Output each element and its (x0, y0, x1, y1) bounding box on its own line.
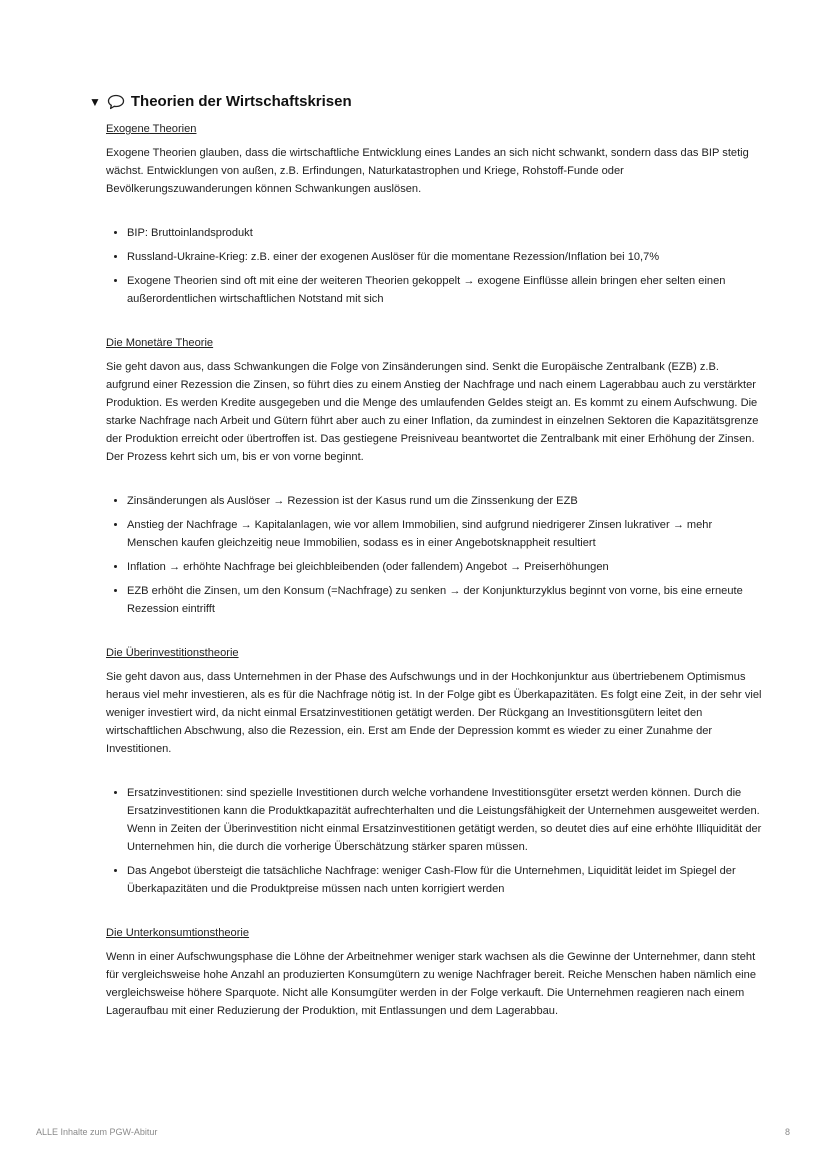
toggle-title: Theorien der Wirtschaftskrisen (130, 93, 352, 110)
footer-text: ALLE Inhalte zum PGW-Abitur (36, 1127, 158, 1137)
section-paragraph: Sie geht davon aus, dass Schwankungen die Folge von Zinsänderungen sind. Senkt die Europäische Zentralbank (EZB) z.B. aufgrund einer Rezession die Zinsen, so führt dies zu einem Anstieg der Nachfrage und nach einem Lagerabbau auch zu verstärkter Produktion. Es werden Kredite ausgegeben und die Menge des umlaufenden Geldes steigt an. Es kommt zu einem Aufschwung. Die starke Nachfrage nach Arbeit und Gütern führt aber auch zu einer Inflation, da zumindest in einzelnen Sektoren die Kapazitätsgrenze der Produktion erreicht oder übertroffen ist. Das gestiegene Preisniveau beantwortet die Zentralbank mit einer Erhöhung der Zinsen. Der Prozess kehrt sich um, bis er von vorne beginnt. (106, 361, 759, 463)
list-item: • Russland-Ukraine-Krieg: z.B. einer der exogenen Auslöser für die momentane Rezession/Inflation bei 10,7% (127, 248, 762, 266)
list-item: • EZB erhöht die Zinsen, um den Konsum (=Nachfrage) zu senken → der Konjunkturzyklus beginnt von vorne, bis eine erneute Rezession eintrifft (127, 582, 762, 618)
list-item: • Das Angebot übersteigt die tatsächliche Nachfrage: weniger Cash-Flow für die Unternehmen, Liquidität leidet im Spiegel der Überkapazitäten und die Produktpreise müssen nach unten korrigiert werden (127, 862, 762, 898)
speech-bubble-icon (107, 94, 125, 110)
section-ueberinvestitionstheorie (106, 644, 762, 898)
section-paragraph: Exogene Theorien glauben, dass die wirtschaftliche Entwicklung eines Landes an sich nicht schwankt, sondern dass das BIP stetig wächst. Entwicklungen von außen, z.B. Erfindungen, Naturkatastrophen und Kriege, Rohstoff-Funde oder Bevölkerungszuwanderungen können Schwankungen auslösen. (106, 147, 749, 195)
toggle-content (106, 120, 762, 1020)
list-item: • Ersatzinvestitionen: sind spezielle Investitionen durch welche vorhandene Investitionsgüter ersetzt werden können. Durch die Ersatzinvestitionen kann die Produktkapazität aufrechterhalten und die Leistungsfähigkeit der Unternehmen ausgeweitet werden. Wenn in Zeiten der Überinvestition nicht einmal Ersatzinvestitionen getätigt werden, so deutet dies auf eine erhöhte Illiquidität der Unternehmen hin, die durch die vorherige Überschätzung stärker sparen müssen. (127, 784, 762, 856)
bullet-list (106, 224, 762, 308)
section-paragraph: Sie geht davon aus, dass Unternehmen in der Phase des Aufschwungs und in der Hochkonjunktur aus übertriebenem Optimismus heraus viel mehr investieren, als es für die Nachfrage nötig ist. In der Folge gibt es Überkapazitäten. Es folgt eine Zeit, in der sehr viel weniger investiert wird, da nicht einmal Ersatzinvestitionen getätigt werden. Der Rückgang an Investitionsgütern leitet den wirtschaftlichen Abschwung, also die Rezession, ein. Erst am Ende der Depression kommt es wieder zu einer Zunahme der Investitionen. (106, 671, 762, 755)
toggle-arrow-icon[interactable]: ▼ (89, 94, 101, 109)
section-title: Die Monetäre Theorie (106, 337, 214, 349)
section-title: Die Überinvestitionstheorie (106, 647, 239, 659)
toggle-heading[interactable] (89, 93, 352, 110)
section-title: Die Unterkonsumtionstheorie (106, 927, 250, 939)
section-unterkonsumtionstheorie (106, 924, 762, 1020)
bullet-list (106, 492, 762, 618)
list-item: • Zinsänderungen als Auslöser → Rezession ist der Kasus rund um die Zinssenkung der EZB (127, 492, 762, 510)
list-item: • BIP: Bruttoinlandsprodukt (127, 224, 762, 242)
section-exogene-theorien (106, 120, 762, 308)
page-number: 8 (785, 1127, 791, 1137)
bullet-list (106, 784, 762, 898)
list-item: • Exogene Theorien sind oft mit eine der weiteren Theorien gekoppelt → exogene Einflüsse allein bringen eher selten einen außerordentlichen wirtschaftlichen Notstand mit sich (127, 272, 762, 308)
section-monetaere-theorie (106, 334, 762, 618)
list-item: • Inflation → erhöhte Nachfrage bei gleichbleibenden (oder fallendem) Angebot → Preiserhöhungen (127, 558, 762, 576)
section-paragraph: Wenn in einer Aufschwungsphase die Löhne der Arbeitnehmer weniger stark wachsen als die Gewinne der Unternehmer, dann steht für vergleichsweise hohe Anzahl an produzierten Konsumgütern zu wenige Nachfrager bereit. Reiche Menschen haben nämlich eine vergleichsweise höhere Sparquote. Nicht alle Konsumgüter werden in der Folge verkauft. Die Unternehmen reagieren nach einem Lageraufbau mit einer Reduzierung der Produktion, mit Entlassungen und dem Lagerabbau. (106, 951, 756, 1017)
list-item: • Anstieg der Nachfrage → Kapitalanlagen, wie vor allem Immobilien, sind aufgrund niedrigerer Zinsen lukrativer → mehr Menschen kaufen gleichzeitig neue Immobilien, sodass es in einer Angebotsknappheit resultiert (127, 516, 762, 552)
section-title: Exogene Theorien (106, 123, 197, 135)
